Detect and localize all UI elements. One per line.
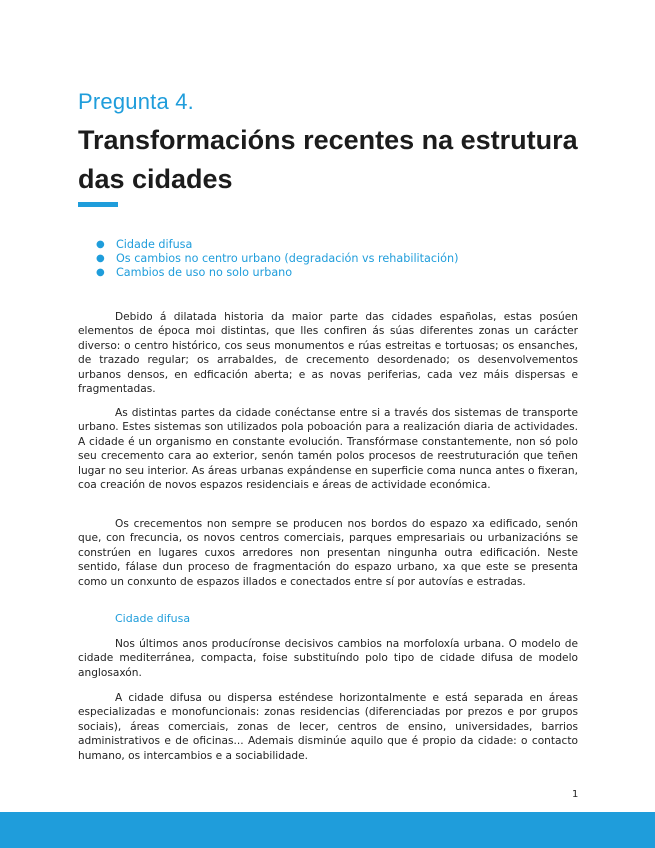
topic-item-label: Cidade difusa [116, 238, 193, 251]
question-label: Pregunta 4. [78, 89, 194, 114]
body-paragraph [78, 691, 578, 763]
topic-list [96, 238, 458, 280]
bullet-icon: ● [96, 253, 105, 264]
paragraph-text: A cidade difusa ou dispersa esténdese horizontalmente e está separada en áreas especializadas e monofuncionais: zonas residencias (diferenciadas por prezos e por grupos sociais), áreas comerciais, zonas de lecer, centros de ensino, universidades, barrios administrativos e de oficinas... Ademais disminúe aquilo que é propio da cidade: o contacto humano, os intercambios e a sociabilidade. [78, 692, 578, 762]
section-heading: Cidade difusa [115, 612, 191, 625]
topic-item-label: Os cambios no centro urbano (degradación vs rehabilitación) [116, 252, 459, 265]
paragraph-text: Os crecementos non sempre se producen nos bordos do espazo xa edificado, senón que, con frecuncia, os novos centros comerciais, parques empresariais ou urbanizacións se constrúen en lugares cuxos arredores non presentan ningunha outra edificación. Neste sentido, fálase dun proceso de fragmentación do espazo urbano, xa que este se presenta como un conxunto de espazos illados e conectados entre sí por autovías e estradas. [78, 518, 578, 588]
topic-item [96, 252, 458, 266]
body-paragraph [78, 310, 578, 396]
title-underline [78, 202, 118, 207]
topic-item [96, 238, 458, 252]
paragraph-text: Debido á dilatada historia da maior parte das cidades españolas, estas posúen elementos de época moi distintas, que lles confiren ás súas diferentes zonas un carácter diverso: o centro histórico, cos seus monumentos e rúas estreitas e tortuosas; os ensanches, de trazado regular; os arrabaldes, de crecemento desordenado; os desenvolvementos urbanos densos, en edficación aberta; e as novas periferias, cada vez máis dispersas e fragmentadas. [78, 311, 578, 396]
topic-item-label: Cambios de uso no solo urbano [116, 266, 293, 279]
topic-item [96, 266, 458, 280]
body-paragraph [78, 637, 578, 680]
page-number: 1 [572, 789, 579, 800]
footer-bar [0, 812, 655, 848]
page-title: Transformacións recentes na estrutura das cidades [78, 125, 578, 194]
body-paragraph [78, 406, 578, 492]
bullet-icon: ● [96, 239, 105, 250]
paragraph-text: Nos últimos anos producíronse decisivos cambios na morfoloxía urbana. O modelo de cidade mediterránea, compacta, foise substituíndo polo tipo de cidade difusa de modelo anglosaxón. [78, 638, 578, 679]
body-paragraph [78, 517, 578, 589]
bullet-icon: ● [96, 267, 105, 278]
paragraph-text: As distintas partes da cidade conéctanse entre si a través dos sistemas de transporte urbano. Estes sistemas son utilizados pola poboación para a realización diaria de actividades. A cidade é un organismo en constante evolución. Transfórmase constantemente, non só polo seu crecemento cara ao exterior, senón tamén polos procesos de reestruturación que teñen lugar no seu interior. As áreas urbanas expándense en superficie coma nunca antes o fixeran, coa creación de novos espazos residenciais e áreas de actividade económica. [78, 407, 578, 492]
